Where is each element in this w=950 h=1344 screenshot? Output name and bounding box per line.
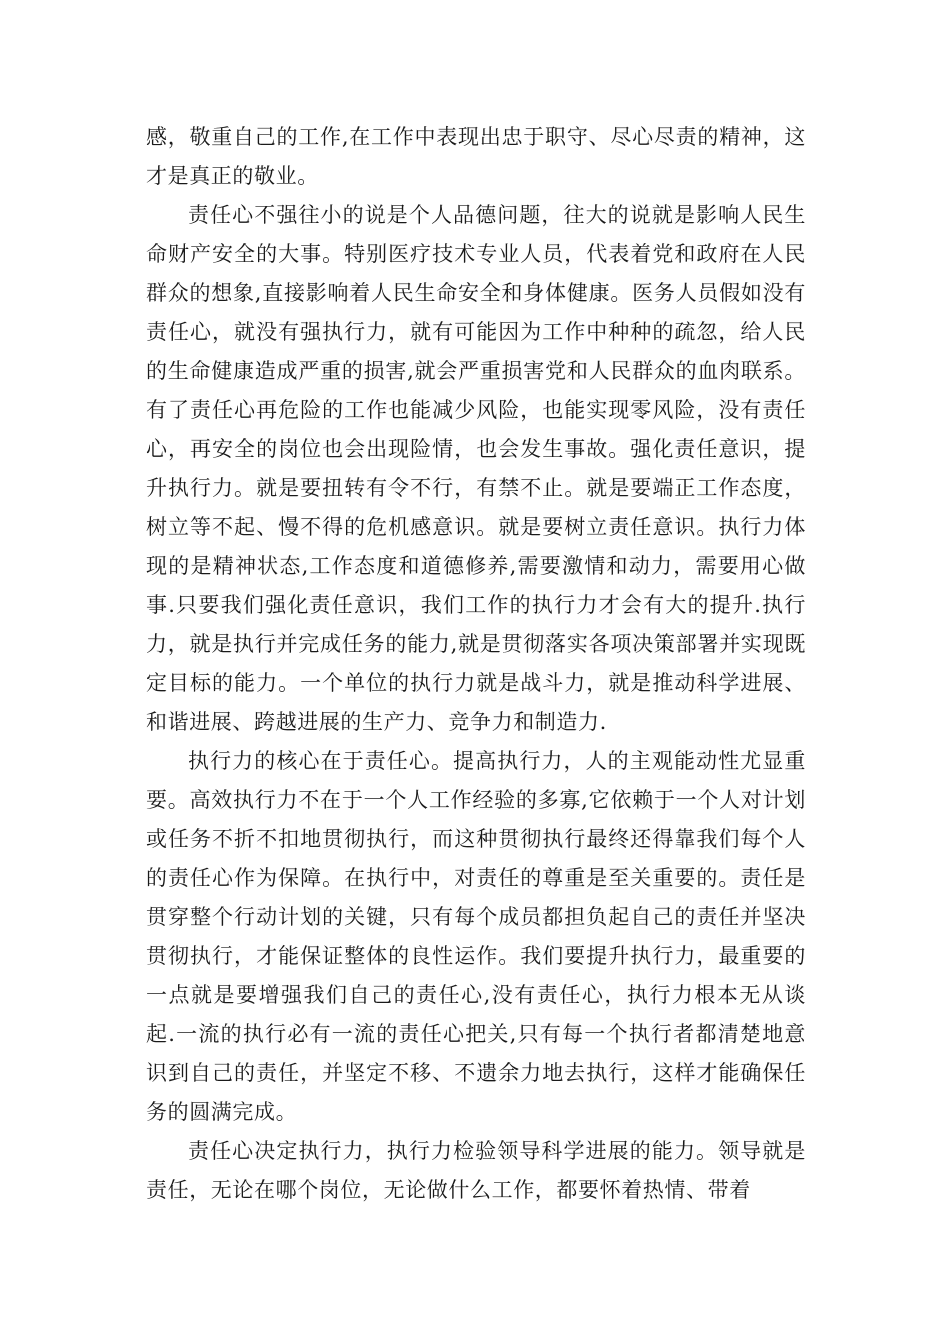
paragraph-2: 责任心不强往小的说是个人品德问题，往大的说就是影响人民生命财产安全的大事。特别医疗技术专业人员，代表着党和政府在人民群众的想象,直接影响着人民生命安全和身体健康。医务人员假如没有责任心，就没有强执行力，就有可能因为工作中种种的疏忽，给人民的生命健康造成严重的损害,就会严重损害党和人民群众的血肉联系。 有了责任心再危险的工作也能减少风险，也能实现零风险，没有责任心，再安全的岗位也会出现险情，也会发生事故。强化责任意识，提升执行力。就是要扭转有令不行，有禁不止。就是要端正工作态度，树立等不起、慢不得的危机感意识。就是要树立责任意识。执行力体现的是精神状态,工作态度和道德修养,需要激情和动力，需要用心做事.只要我们强化责任意识，我们工作的执行力才会有大的提升.执行力，就是执行并完成任务的能力,就是贯彻落实各项决策部署并实现既定目标的能力。一个单位的执行力就是战斗力，就是推动科学进展、和谐进展、跨越进展的生产力、竞争力和制造力. xyxy=(146,203,806,734)
paragraph-1: 感，敬重自己的工作,在工作中表现出忠于职守、尽心尽责的精神，这才是真正的敬业。 xyxy=(146,125,806,188)
document-body xyxy=(146,118,806,1210)
paragraph-4: 责任心决定执行力，执行力检验领导科学进展的能力。领导就是责任，无论在哪个岗位，无论做什么工作，都要怀着热情、带着 xyxy=(146,1139,806,1202)
paragraph-3: 执行力的核心在于责任心。提高执行力，人的主观能动性尤显重要。高效执行力不在于一个人工作经验的多寡,它依赖于一个人对计划或任务不折不扣地贯彻执行，而这种贯彻执行最终还得靠我们每个人的责任心作为保障。在执行中，对责任的尊重是至关重要的。责任是贯穿整个行动计划的关键，只有每个成员都担负起自己的责任并坚决贯彻执行，才能保证整体的良性运作。我们要提升执行力，最重要的一点就是要增强我们自己的责任心,没有责任心，执行力根本无从谈起.一流的执行必有一流的责任心把关,只有每一个执行者都清楚地意识到自己的责任，并坚定不移、不遗余力地去执行，这样才能确保任务的圆满完成。 xyxy=(146,749,806,1124)
